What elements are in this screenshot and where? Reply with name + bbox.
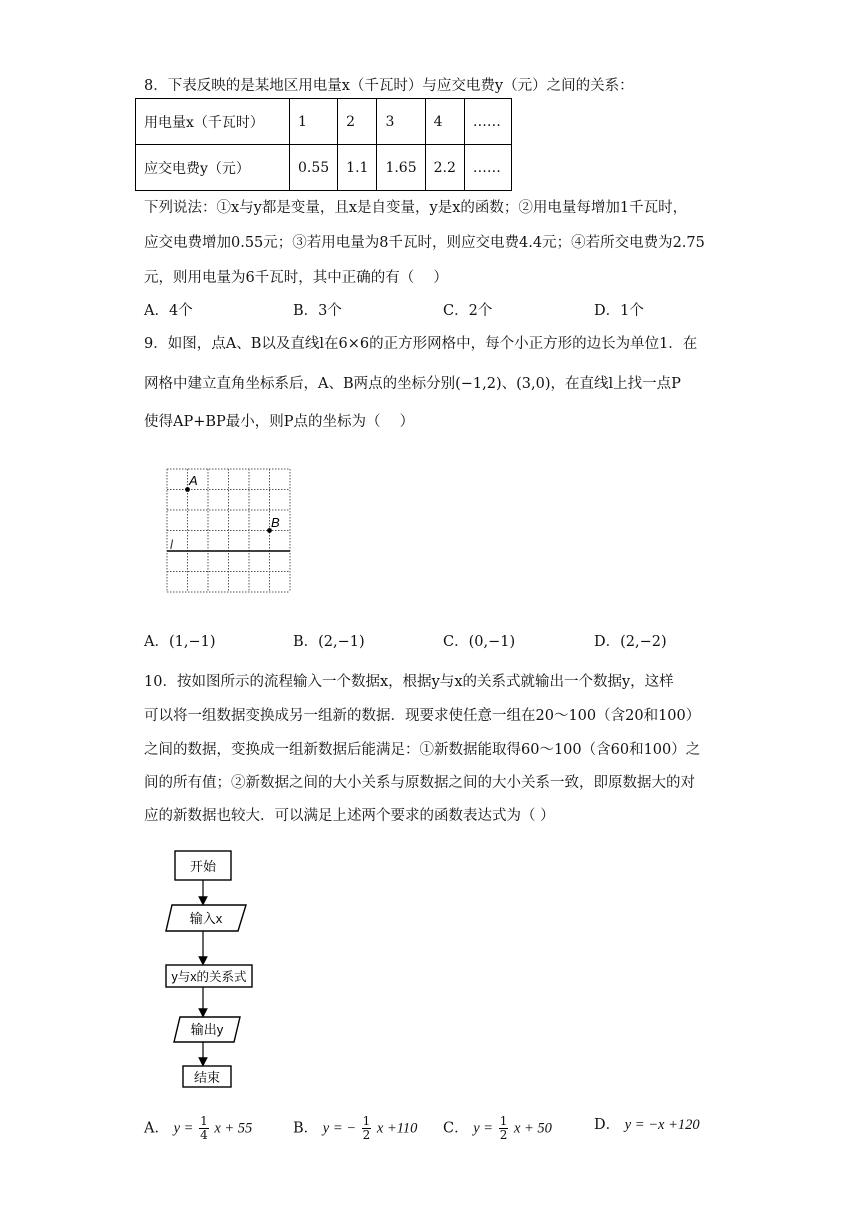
option-lhs: y = −	[322, 1120, 357, 1137]
q9-option-a[interactable]: A．(1,−1)	[144, 634, 216, 650]
option-rest: x + 50	[513, 1120, 552, 1137]
q8-table	[135, 98, 512, 191]
table-cell: ……	[464, 99, 511, 145]
option-prefix: C．	[443, 1120, 469, 1137]
q9-stem-line-2: 网格中建立直角坐标系后，A、B两点的坐标分别(−1,2)、(3,0)，在直线l上找一点P	[144, 376, 681, 392]
q8-statement-line-3: 元，则用电量为6千瓦时，其中正确的有（ ）	[144, 270, 448, 286]
fraction-numerator: 1	[362, 1114, 371, 1128]
q9-option-d[interactable]: D．(2,−2)	[594, 634, 667, 650]
q9-grid-figure	[160, 462, 300, 602]
q8-option-a[interactable]: A．4个	[144, 303, 193, 319]
q8-option-b[interactable]: B．3个	[293, 303, 342, 319]
table-cell: 3	[377, 99, 425, 145]
q9-option-c[interactable]: C．(0,−1)	[443, 634, 516, 650]
q10-option-d[interactable]	[594, 1115, 700, 1135]
option-expr: y = −x +120	[624, 1117, 700, 1133]
flow-input-label: 输入x	[189, 911, 223, 926]
fraction-numerator: 1	[499, 1114, 508, 1128]
option-prefix: A．	[144, 1120, 169, 1137]
table-cell: 1.65	[377, 145, 425, 191]
q10-option-c[interactable]	[443, 1115, 552, 1142]
table-row	[136, 145, 512, 191]
flow-end-label: 结束	[193, 1070, 221, 1085]
q10-stem-line-5: 应的新数据也较大．可以满足上述两个要求的函数表达式为（ ）	[144, 808, 555, 824]
fraction	[499, 1115, 509, 1142]
option-prefix: B．	[293, 1120, 319, 1137]
option-prefix: D．	[594, 1117, 621, 1133]
table-cell: 2.2	[425, 145, 464, 191]
q10-option-a[interactable]	[144, 1115, 252, 1142]
table-cell: 1	[290, 99, 338, 145]
q9-stem-line-3: 使得AP+BP最小，则P点的坐标为（ ）	[144, 414, 415, 430]
flow-output-label: 输出y	[190, 1022, 224, 1037]
fraction-denominator: 4	[200, 1128, 208, 1142]
option-rest: x +110	[376, 1120, 418, 1137]
q10-option-b[interactable]	[293, 1115, 417, 1142]
label-l: l	[170, 537, 173, 552]
q9-stem-line-1: 9．如图，点A、B以及直线l在6×6的正方形网格中，每个小正方形的边长为单位1．在	[144, 336, 698, 352]
fraction	[362, 1115, 372, 1142]
table-cell: 1.1	[338, 145, 377, 191]
table-row	[136, 99, 512, 145]
table-cell: ……	[464, 145, 511, 191]
fraction-denominator: 2	[362, 1128, 371, 1142]
q8-option-c[interactable]: C．2个	[443, 303, 493, 319]
flow-start-label: 开始	[189, 859, 217, 874]
q10-stem-line-3: 之间的数据，变换成一组新数据后能满足：①新数据能取得60～100（含60和100）之	[144, 742, 701, 758]
fraction-numerator: 1	[200, 1114, 208, 1128]
fraction-denominator: 2	[499, 1128, 508, 1142]
label-b: B	[271, 515, 280, 530]
table-cell: 0.55	[290, 145, 338, 191]
q8-stem: 8．下表反映的是某地区用电量x（千瓦时）与应交电费y（元）之间的关系：	[144, 78, 634, 94]
q10-stem-line-2: 可以将一组数据变换成另一组新的数据．现要求使任意一组在20～100（含20和100）	[144, 708, 701, 724]
label-a: A	[189, 473, 198, 488]
q8-statement-line-2: 应交电费增加0.55元；③若用电量为8千瓦时，则应交电费4.4元；④若所交电费为2.75	[144, 235, 705, 251]
flow-relation-label: y与x的关系式	[171, 970, 247, 984]
table-cell: 应交电费y（元）	[136, 145, 290, 191]
option-lhs: y =	[473, 1120, 494, 1137]
table-cell: 4	[425, 99, 464, 145]
fraction	[199, 1115, 209, 1142]
q9-option-b[interactable]: B．(2,−1)	[293, 634, 365, 650]
option-rest: x + 55	[214, 1120, 253, 1137]
q8-option-d[interactable]: D．1个	[594, 303, 644, 319]
q8-statement-line-1: 下列说法：①x与y都是变量，且x是自变量，y是x的函数；②用电量每增加1千瓦时，	[144, 200, 688, 216]
table-cell: 用电量x（千瓦时）	[136, 99, 290, 145]
option-lhs: y =	[173, 1120, 194, 1137]
q10-flowchart	[160, 845, 270, 1095]
q10-stem-line-1: 10．按如图所示的流程输入一个数据x，根据y与x的关系式就输出一个数据y，这样	[144, 674, 674, 690]
table-cell: 2	[338, 99, 377, 145]
q10-stem-line-4: 间的所有值；②新数据之间的大小关系与原数据之间的大小关系一致，即原数据大的对	[144, 775, 695, 791]
